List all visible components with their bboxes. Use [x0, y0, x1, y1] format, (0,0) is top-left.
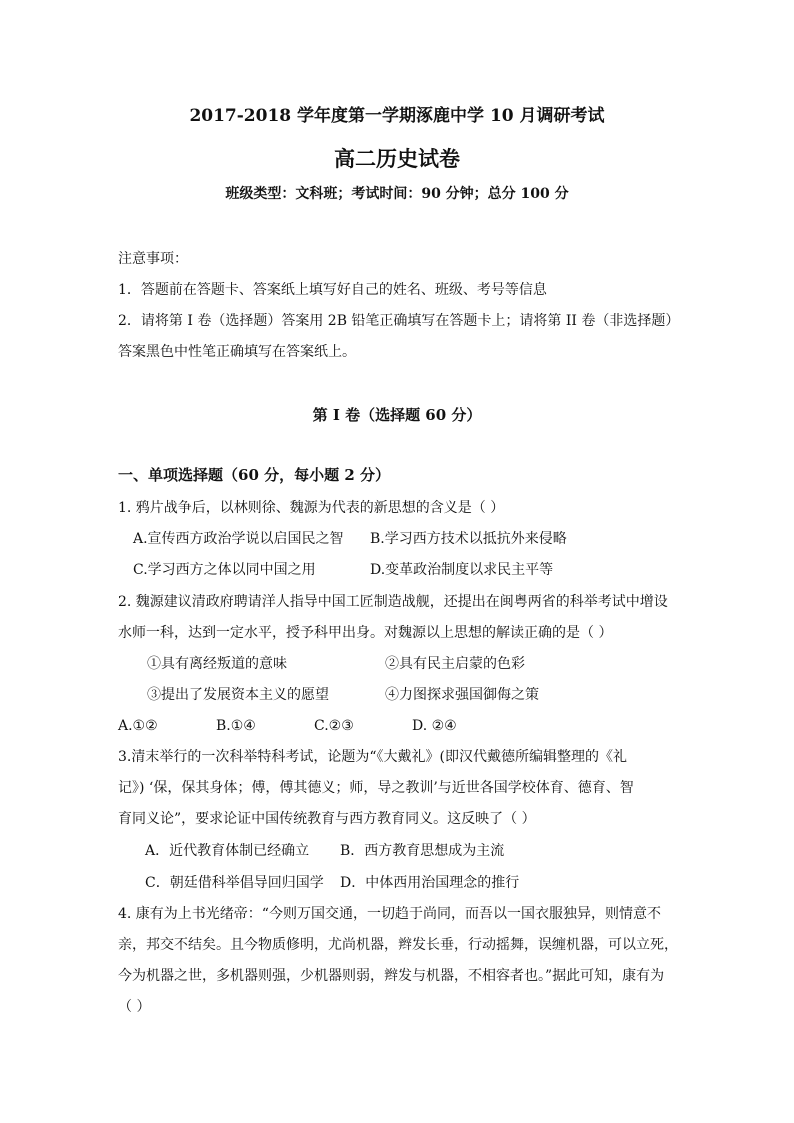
q2-option-a: A.①② [118, 718, 158, 734]
subject-title: 高二历史试卷 [334, 146, 460, 171]
q1-stem: 1. 鸦片战争后，以林则徐、魏源为代表的新思想的含义是（ ） [118, 500, 505, 516]
q2-option-b: B.①④ [216, 718, 256, 734]
q4-stem-line-3: 今为机器之世，多机器则强，少机器则弱，辫发与机器，不相容者也。”据此可知，康有为 [118, 968, 665, 984]
q2-stem-line-2: 水师一科，达到一定水平，授予科甲出身。对魏源以上思想的解读正确的是（ ） [118, 625, 613, 641]
section-heading: 一、单项选择题（60 分，每小题 2 分） [118, 466, 390, 484]
q1-option-c: C.学习西方之体以同中国之用 [133, 562, 316, 578]
q1-option-b: B.学习西方技术以抵抗外来侵略 [370, 531, 567, 547]
q2-item-2: ②具有民主启蒙的色彩 [385, 656, 525, 672]
q4-stem-line-2: 亲，邦交不结矣。且今物质修明，尤尚机器，辫发长垂，行动摇舞，误缠机器，可以立死， [118, 937, 678, 953]
q2-item-3: ③提出了发展资本主义的愿望 [147, 687, 329, 703]
q3-option-b: B．西方教育思想成为主流 [340, 843, 505, 859]
q4-stem-line-1: 4. 康有为上书光绪帝：“今则万国交通，一切趋于尚同，而吾以一国衣服独异，则情意不 [118, 906, 661, 922]
q2-item-1: ①具有离经叛道的意味 [147, 656, 287, 672]
q3-stem-line-1: 3.清末举行的一次科举特科考试，论题为“《大戴礼》(即汉代戴德所编辑整理的《礼 [118, 749, 627, 765]
q3-stem-line-3: 育同义论”，要求论证中国传统教育与西方教育同义。这反映了（ ） [118, 811, 536, 827]
q3-option-d: D．中体西用治国理念的推行 [340, 875, 520, 891]
part1-heading: 第 I 卷（选择题 60 分） [312, 406, 482, 424]
exam-info: 班级类型：文科班；考试时间：90 分钟；总分 100 分 [225, 186, 569, 202]
q2-option-c: C.②③ [314, 718, 354, 734]
q2-item-4: ④力图探求强国御侮之策 [385, 687, 539, 703]
notice-item-1: 1．答题前在答题卡、答案纸上填写好自己的姓名、班级、考号等信息 [118, 282, 547, 298]
notice-heading: 注意事项： [118, 251, 188, 267]
q3-stem-line-2: 记》) ‘保，保其身体；傅，傅其德义；师，导之教训’与近世各国学校体育、德育、智 [118, 780, 634, 796]
q3-option-c: C．朝廷借科举倡导回归国学 [145, 875, 324, 891]
notice-item-2: 2．请将第 I 卷（选择题）答案用 2B 铅笔正确填写在答题卡上；请将第 II 卷（非选择题） [118, 313, 680, 329]
q3-option-a: A．近代教育体制已经确立 [145, 843, 310, 859]
exam-title: 2017-2018 学年度第一学期涿鹿中学 10 月调研考试 [189, 106, 605, 126]
q2-option-d: D. ②④ [412, 718, 457, 734]
q1-option-d: D.变革政治制度以求民主平等 [370, 562, 554, 578]
q2-stem-line-1: 2. 魏源建议清政府聘请洋人指导中国工匠制造战舰，还提出在闽粤两省的科举考试中增设 [118, 594, 668, 610]
notice-item-2-continued: 答案黑色中性笔正确填写在答案纸上。 [118, 344, 356, 360]
q4-stem-line-4: （ ） [118, 999, 151, 1015]
q1-option-a: A.宣传西方政治学说以启国民之智 [133, 531, 344, 547]
